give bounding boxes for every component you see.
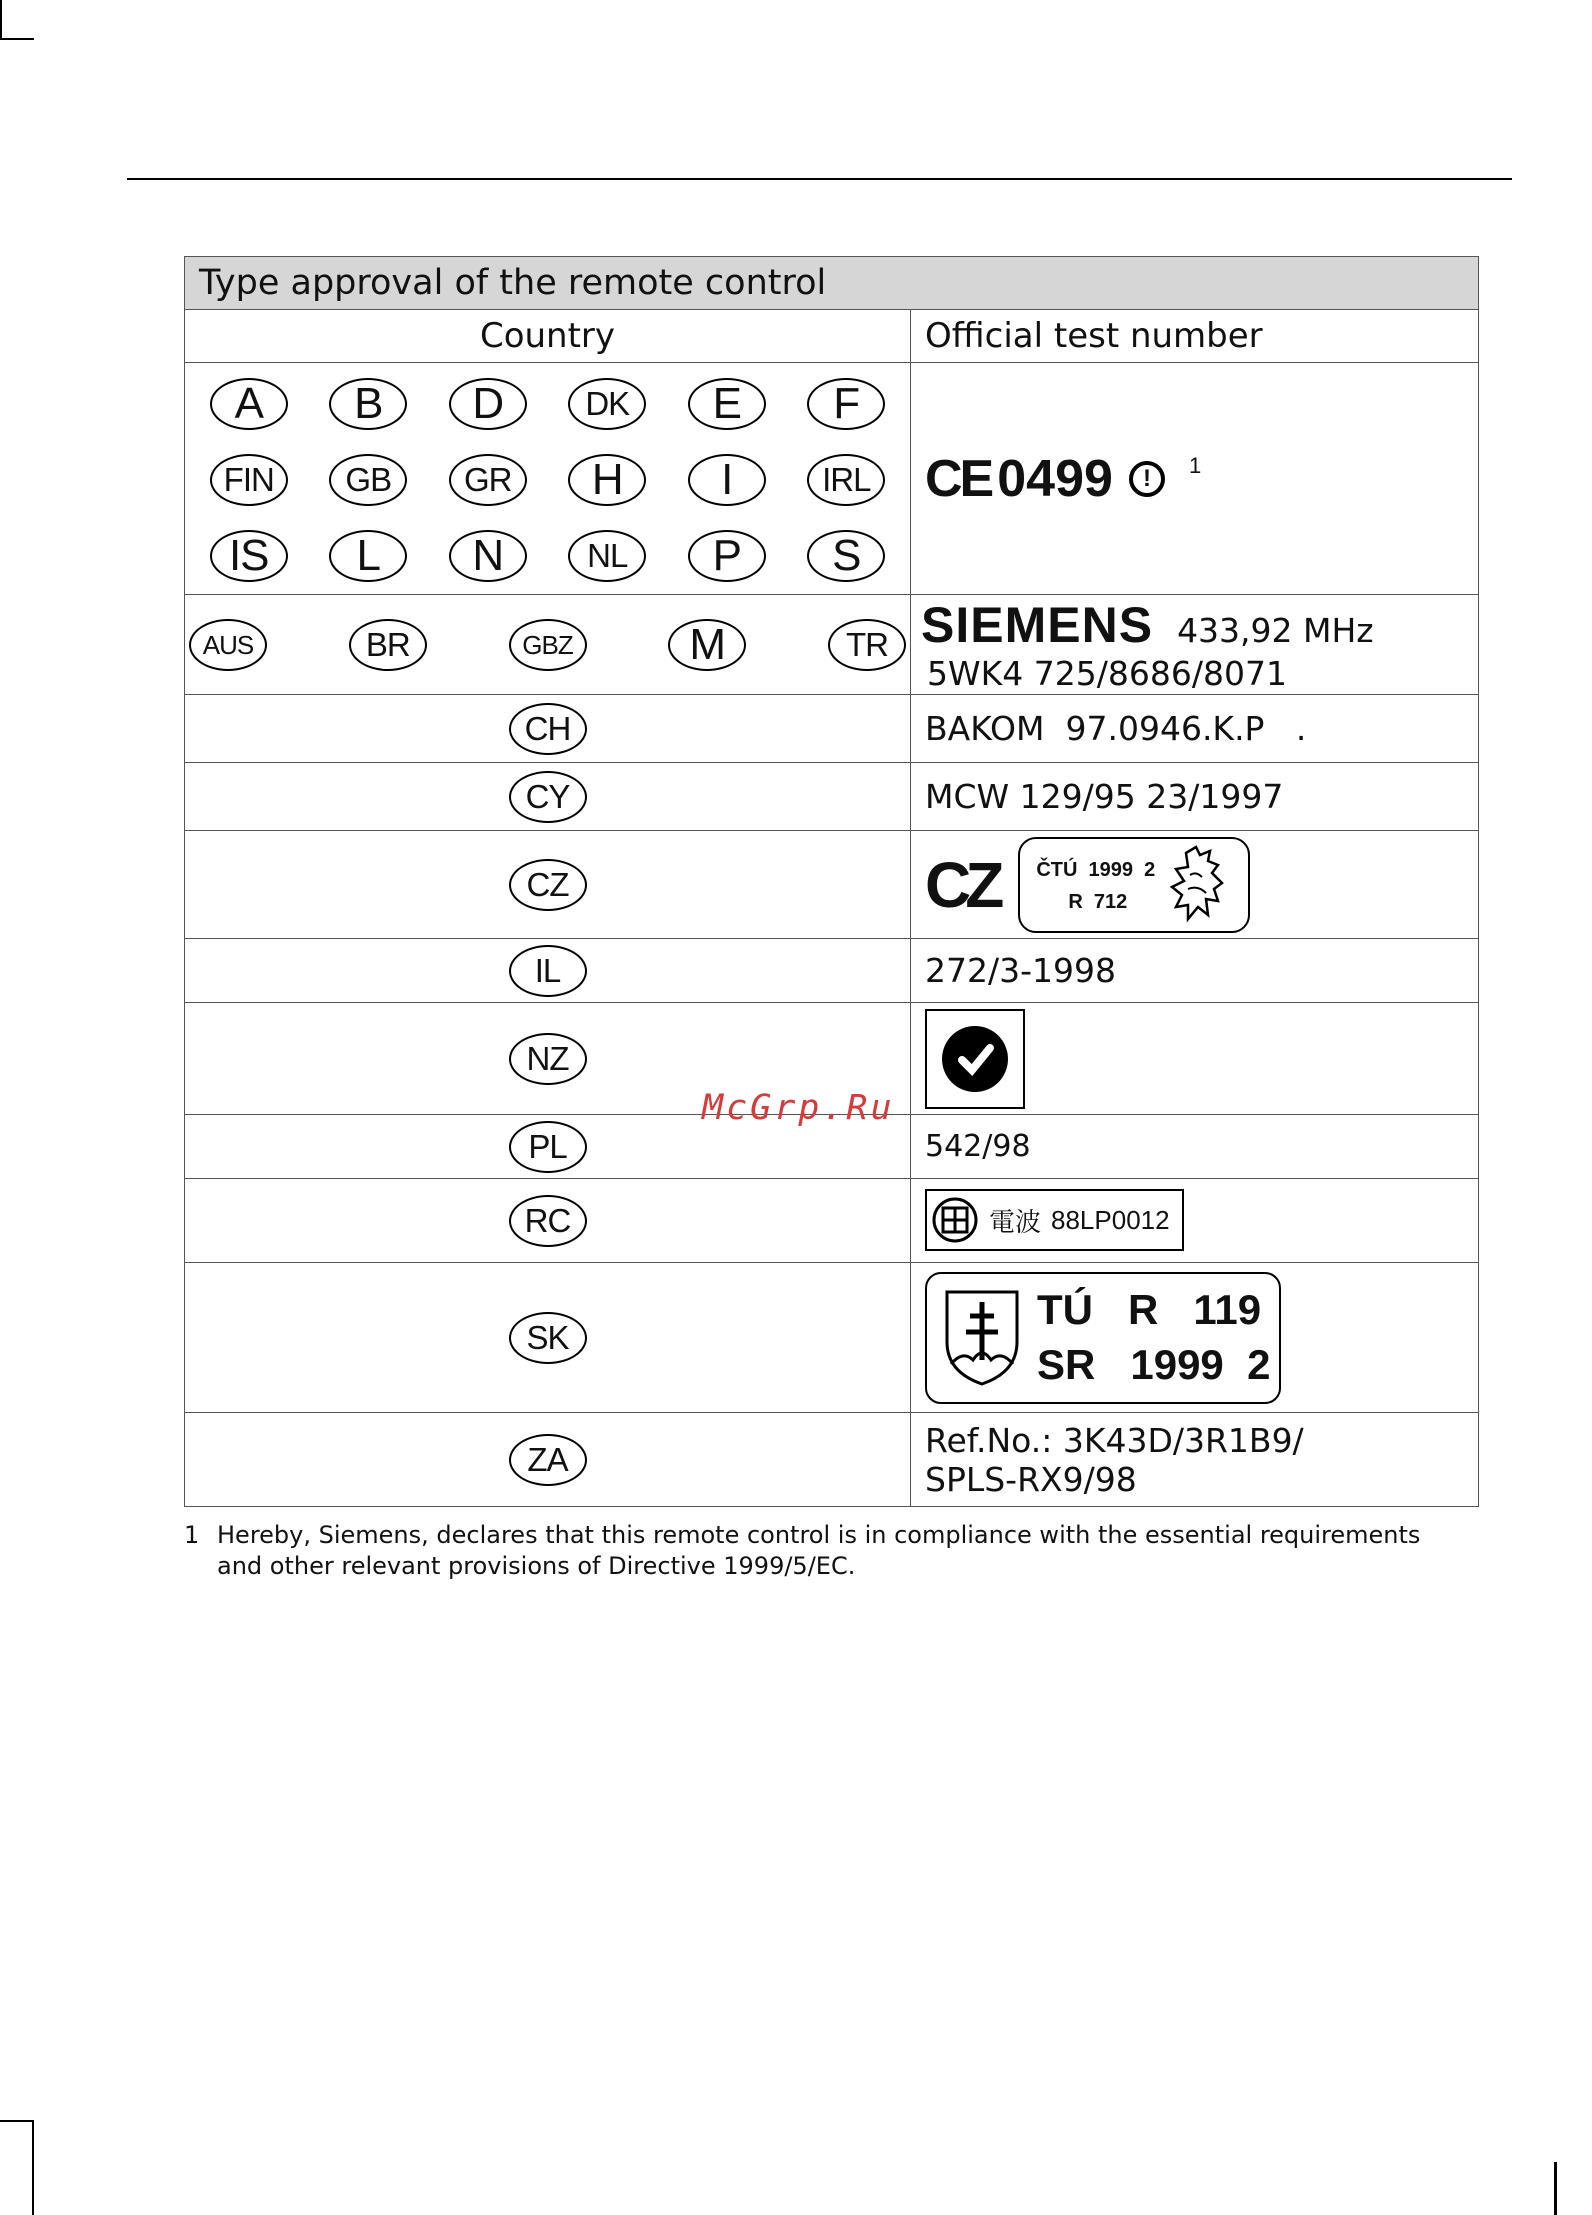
country-oval: E — [688, 378, 766, 430]
crop-mark-bottom-left — [0, 2120, 34, 2122]
country-oval: GB — [329, 454, 407, 506]
za-ref-line2: SPLS-RX9/98 — [925, 1459, 1137, 1499]
country-oval: F — [807, 378, 885, 430]
country-oval-rc: RC — [509, 1195, 587, 1247]
za-ref-line1: Ref.No.: 3K43D/3R1B9/ — [925, 1420, 1304, 1460]
official-rc — [911, 1179, 1479, 1263]
country-oval: GBZ — [509, 619, 587, 671]
crop-mark-bottom-right — [1554, 2162, 1557, 2215]
frequency: 433,92 MHz — [1177, 611, 1374, 650]
crop-mark-top-left-h — [0, 38, 34, 40]
country-oval-ch: CH — [509, 703, 587, 755]
official-za — [911, 1413, 1479, 1507]
country-oval-cy: CY — [509, 771, 587, 823]
notified-body-number: 0499 — [997, 449, 1113, 508]
country-oval: DK — [568, 378, 646, 430]
country-oval-pl: PL — [509, 1121, 587, 1173]
ctu-line1: ČTÚ 1999 2 — [1036, 858, 1156, 881]
column-header-official: Official test number — [911, 310, 1479, 363]
ce-mark-icon: CE — [925, 449, 992, 508]
country-oval: BR — [349, 619, 427, 671]
country-oval-nz: NZ — [509, 1033, 587, 1085]
ce-marking — [925, 449, 1478, 509]
rc-approval-label — [925, 1189, 1184, 1251]
country-oval: IRL — [807, 454, 885, 506]
country-oval: B — [329, 378, 407, 430]
country-oval: L — [329, 530, 407, 582]
c-tick-mark-icon — [925, 1009, 1025, 1109]
row1-official — [911, 363, 1479, 595]
country-oval: TR — [828, 619, 906, 671]
header-rule — [127, 178, 1512, 180]
row2-official — [911, 595, 1479, 695]
ctu-line2: R 712 — [1068, 890, 1128, 913]
watermark: McGrp.Ru — [702, 1088, 895, 1128]
sk-line1: TÚ R 119 — [1037, 1285, 1262, 1333]
country-oval: I — [688, 454, 766, 506]
official-ch: BAKOM 97.0946.K.P . — [911, 695, 1479, 763]
country-oval: IS — [210, 530, 288, 582]
official-pl: 542/98 — [911, 1115, 1479, 1179]
footnote-text: Hereby, Siemens, declares that this remote control is in compliance with the essential requirements and other relevant provisions of Directive 1999/5/EC. — [217, 1521, 1421, 1580]
crop-mark-top-left — [0, 0, 2, 40]
country-oval: H — [568, 454, 646, 506]
country-oval: NL — [568, 530, 646, 582]
sk-approval-stamp — [925, 1272, 1281, 1404]
type-approval-table — [184, 256, 1479, 1507]
country-oval: AUS — [189, 619, 267, 671]
official-cz — [911, 831, 1479, 939]
country-oval: M — [668, 619, 746, 671]
slovak-coat-of-arms-icon — [943, 1288, 1021, 1388]
footnote-number: 1 — [184, 1521, 200, 1549]
country-oval: A — [210, 378, 288, 430]
crop-mark-bottom-left-v — [32, 2120, 34, 2215]
country-oval-za: ZA — [509, 1434, 587, 1486]
official-sk — [911, 1263, 1479, 1413]
rc-approval-logo-icon — [931, 1196, 979, 1244]
country-oval: S — [807, 530, 885, 582]
siemens-logo: SIEMENS — [921, 597, 1154, 653]
ctu-approval-stamp — [1018, 837, 1250, 933]
footnote — [184, 1520, 1424, 1582]
official-il: 272/3-1998 — [911, 939, 1479, 1003]
official-nz — [911, 1003, 1479, 1115]
table-title: Type approval of the remote control — [185, 257, 1479, 310]
country-oval-cz: CZ — [509, 859, 587, 911]
country-oval: GR — [449, 454, 527, 506]
country-oval: P — [688, 530, 766, 582]
country-oval-il: IL — [509, 945, 587, 997]
country-oval: FIN — [210, 454, 288, 506]
official-cy: MCW 129/95 23/1997 — [911, 763, 1479, 831]
country-oval: D — [449, 378, 527, 430]
footnote-ref: 1 — [1188, 452, 1202, 478]
row2-countries — [185, 595, 911, 695]
rc-code: 88LP0012 — [1051, 1204, 1170, 1235]
country-oval-sk: SK — [509, 1312, 587, 1364]
part-number: 5WK4 725/8686/8071 — [927, 654, 1287, 693]
czech-lion-icon — [1166, 845, 1236, 925]
rc-chars: 電波 — [989, 1207, 1042, 1238]
cz-logo-icon: CZ — [925, 848, 999, 921]
column-header-country: Country — [185, 310, 911, 363]
row1-countries — [185, 363, 911, 595]
alert-sign-icon: ! — [1129, 461, 1165, 497]
sk-line2: SR 1999 2 — [1037, 1340, 1271, 1388]
country-oval: N — [449, 530, 527, 582]
